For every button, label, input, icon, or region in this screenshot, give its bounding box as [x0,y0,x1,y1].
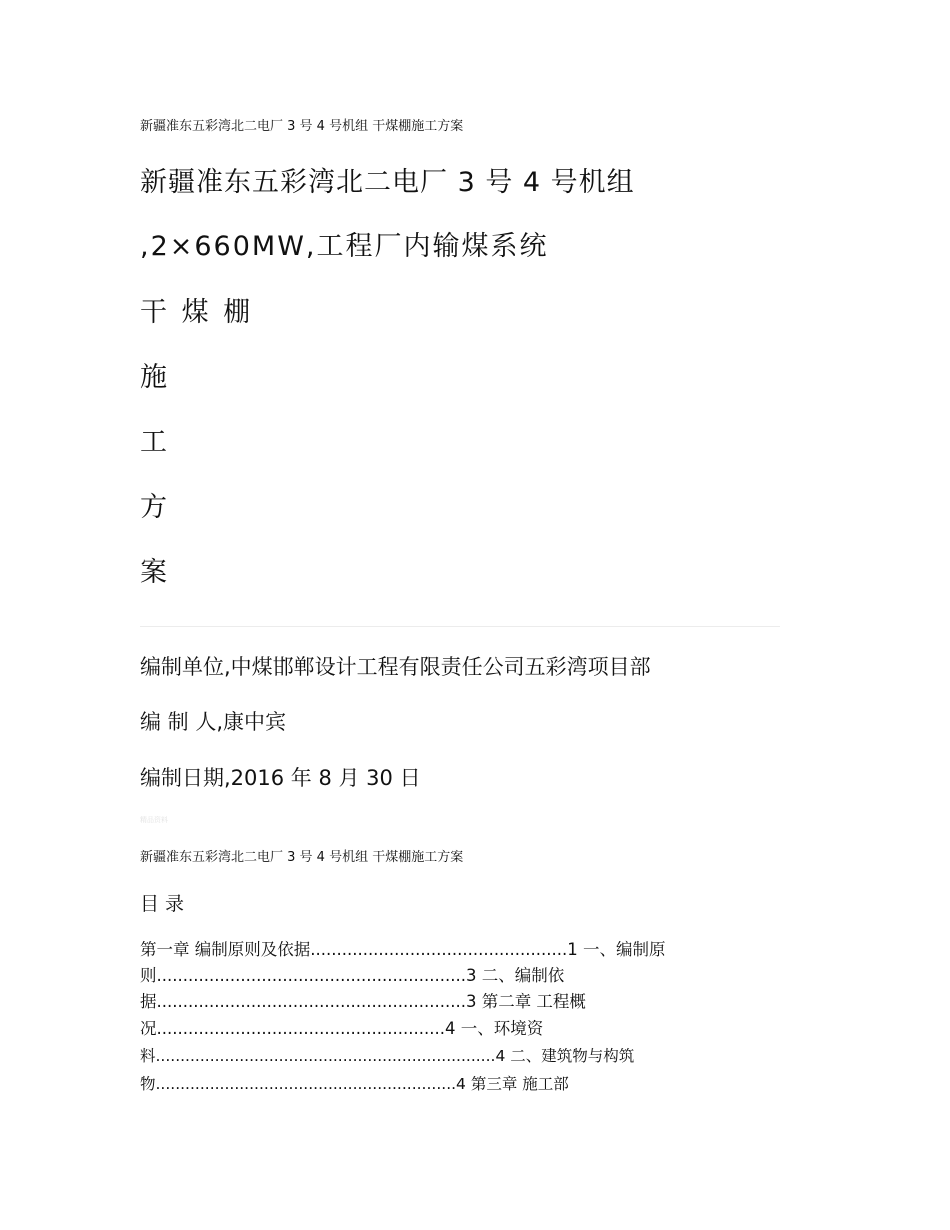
toc-title: 目 录 [140,893,185,915]
title-char: 施 [140,362,167,393]
compiling-unit: 编制单位,中煤邯郸设计工程有限责任公司五彩湾项目部 [140,655,651,679]
toc-line[interactable]: 第一章 编制原则及依据.................................................1 一、编制原 [140,940,666,959]
title-line-2: ,2×660MW,工程厂内输煤系统 [140,231,549,262]
divider [140,626,780,627]
watermark: 精品资料 [140,816,168,824]
title-line-1: 新疆准东五彩湾北二电厂 3 号 4 号机组 [140,167,635,198]
title-line-3: 干 煤 棚 [140,297,254,328]
toc-line[interactable]: 则...........................................................3 二、编制依 [140,966,565,985]
running-header: 新疆准东五彩湾北二电厂 3 号 4 号机组 干煤棚施工方案 [140,119,464,134]
compiler: 编 制 人,康中宾 [140,710,287,734]
toc-line[interactable]: 料.....................................................................4 二、建筑物与构筑 [140,1047,635,1065]
toc-line[interactable]: 况.......................................................4 一、环境资 [140,1019,544,1038]
title-char: 方 [140,492,167,523]
toc-line[interactable]: 据...........................................................3 第二章 工程概 [140,992,586,1011]
title-char: 工 [140,427,167,458]
title-char: 案 [140,557,167,588]
toc-line[interactable]: 物.............................................................4 第三章 施工部 [140,1075,569,1093]
compile-date: 编制日期,2016 年 8 月 30 日 [140,766,421,790]
running-header-page2: 新疆准东五彩湾北二电厂 3 号 4 号机组 干煤棚施工方案 [140,850,464,865]
